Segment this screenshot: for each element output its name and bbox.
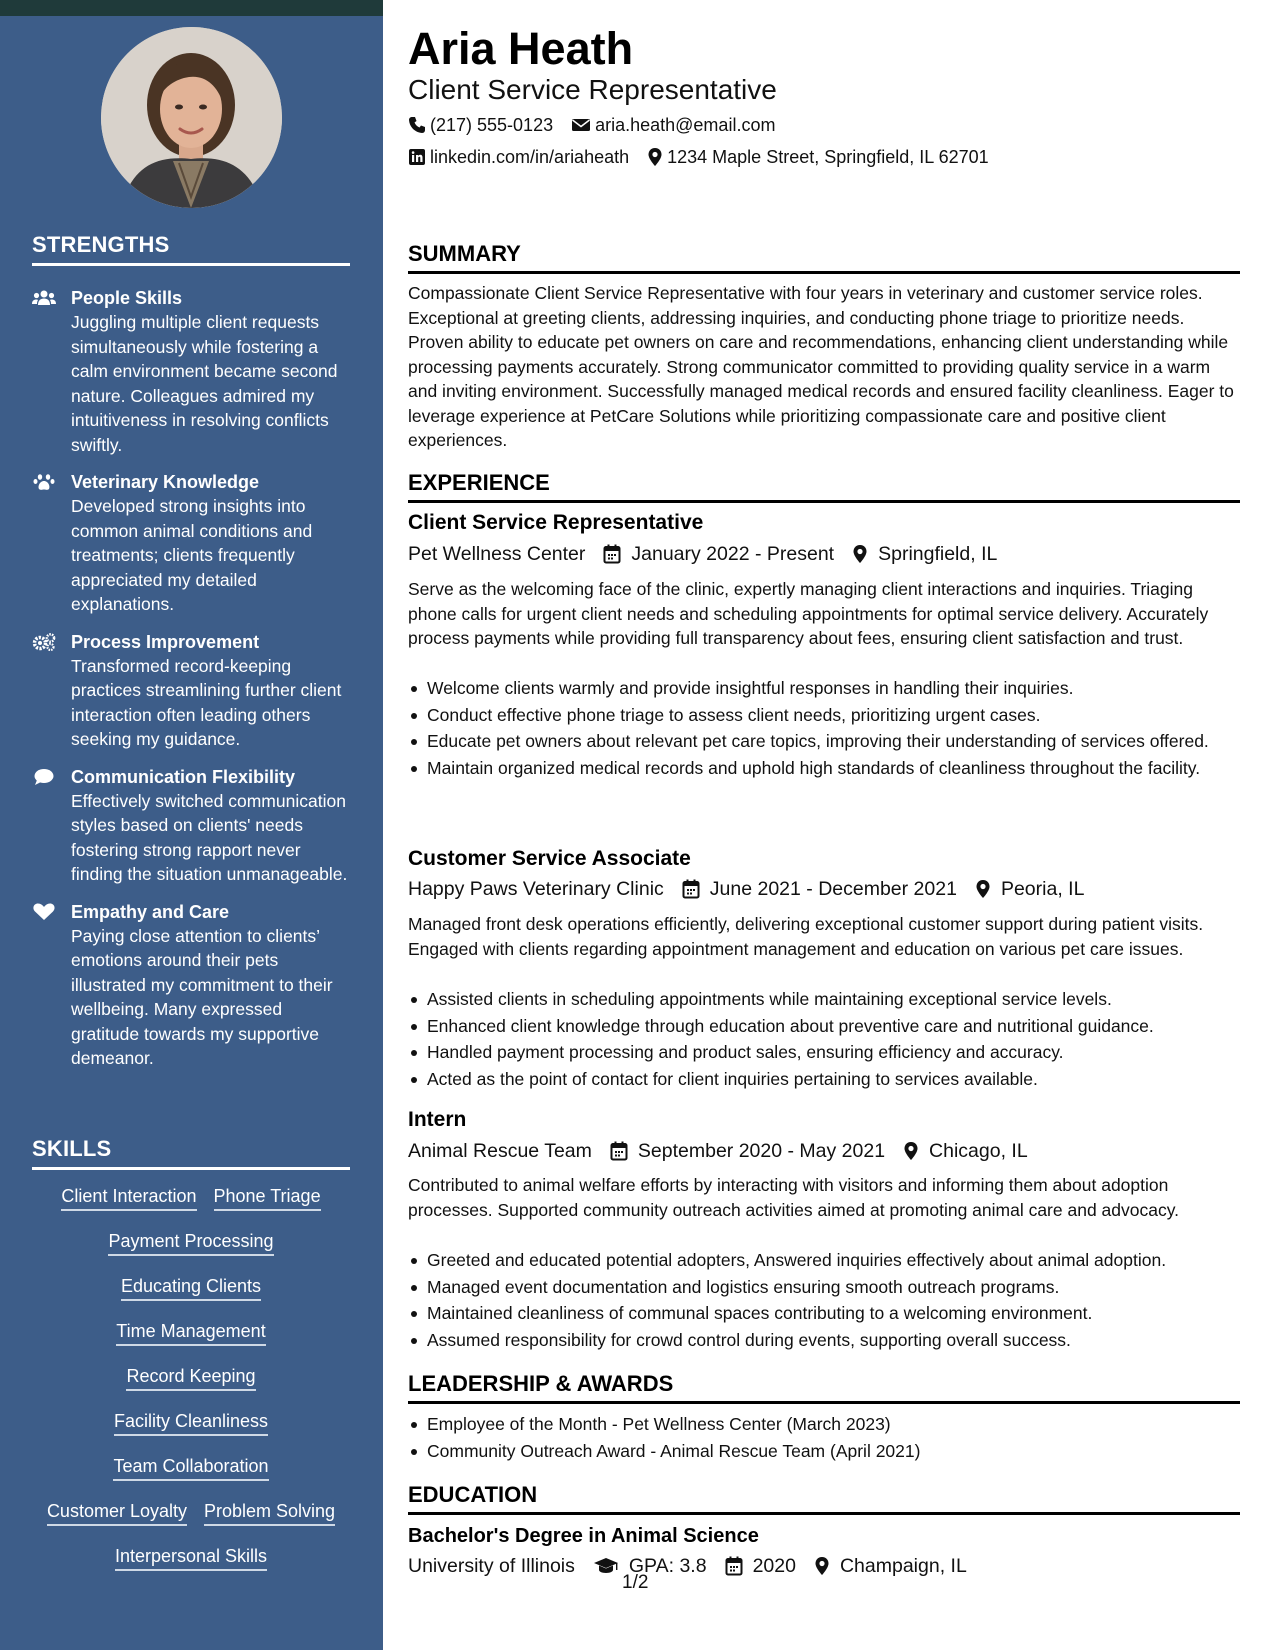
- strength-title: People Skills: [71, 288, 183, 308]
- strength-description: Juggling multiple client requests simultaneously while fostering a calm environment became second nature. Colleagues admired my intuitiveness in resolving conflicts swiftly.: [71, 312, 338, 455]
- sidebar: [0, 0, 383, 1650]
- strengths-heading: STRENGTHS: [32, 232, 350, 266]
- list-item: Educate pet owners about relevant pet care topics, improving their understanding of services offered.: [408, 729, 1240, 754]
- strength-item: [32, 470, 350, 617]
- job-description: Serve as the welcoming face of the clinic, expertly managing client interactions and inquiries. Triaging phone calls for urgent client needs and scheduling appointments for optimal service delivery. Accurately process payments while providing full transparency about fees, ensuring client satisfaction and trust.: [408, 579, 1209, 648]
- education-location: Champaign, IL: [839, 1555, 967, 1577]
- skill-tag: Customer Loyalty: [47, 1499, 187, 1526]
- address-text: 1234 Maple Street, Springfield, IL 62701: [667, 147, 989, 167]
- list-item: Maintain organized medical records and uphold high standards of cleanliness throughout the facility.: [408, 756, 1240, 781]
- address-contact: [647, 145, 989, 169]
- candidate-title: Client Service Representative: [408, 74, 777, 105]
- strength-description: Paying close attention to clients’ emotions around their pets illustrated my commitment to their wellbeing. Many expressed gratitude towards my supportive demeanor.: [71, 925, 333, 1068]
- job-title: Intern: [408, 1108, 467, 1131]
- contact-line: [408, 113, 793, 137]
- skill-tag: Interpersonal Skills: [115, 1544, 267, 1571]
- calendar-icon: [682, 879, 700, 899]
- page-number: 1/2: [622, 1572, 649, 1593]
- list-item: Managed event documentation and logistics ensuring smooth outreach programs.: [408, 1275, 1240, 1300]
- list-item: Acted as the point of contact for client inquiries pertaining to services available.: [408, 1067, 1240, 1092]
- strength-description: Developed strong insights into common animal conditions and treatments; clients frequently appreciated my detailed explanations.: [71, 496, 313, 614]
- job-location: Springfield, IL: [878, 543, 998, 565]
- envelope-icon: [571, 117, 591, 133]
- skill-tag: Time Management: [116, 1319, 265, 1346]
- awards-heading: LEADERSHIP & AWARDS: [408, 1370, 1240, 1404]
- email-text: aria.heath@email.com: [595, 115, 776, 135]
- job-dates: January 2022 - Present: [631, 543, 835, 565]
- location-pin-icon: [852, 544, 868, 564]
- job-bullets: [408, 676, 1240, 782]
- job-company: Animal Rescue Team: [408, 1140, 592, 1162]
- job-location: Chicago, IL: [929, 1140, 1028, 1162]
- skill-tag: Facility Cleanliness: [114, 1409, 268, 1436]
- strength-item: [32, 900, 350, 1071]
- graduation-cap-icon: [593, 1557, 619, 1575]
- list-item: Community Outreach Award - Animal Rescue Team (April 2021): [408, 1439, 1240, 1464]
- education-heading: EDUCATION: [408, 1481, 1240, 1515]
- skill-tag: Client Interaction: [61, 1184, 196, 1211]
- people-icon: [32, 289, 56, 307]
- graduation-year: 2020: [752, 1555, 796, 1577]
- job-company: Happy Paws Veterinary Clinic: [408, 878, 664, 900]
- strengths-list: [32, 286, 350, 1084]
- experience-heading: EXPERIENCE: [408, 469, 1240, 503]
- job-title: Client Service Representative: [408, 511, 704, 534]
- linkedin-icon: [408, 148, 426, 166]
- list-item: Conduct effective phone triage to assess client needs, prioritizing urgent cases.: [408, 703, 1240, 728]
- job-title: Customer Service Associate: [408, 847, 691, 870]
- skills-heading: SKILLS: [32, 1136, 350, 1170]
- job-description: Contributed to animal welfare efforts by interacting with visitors and informing them about adoption processes. Supported community outreach activities aimed at promoting animal care and advocacy.: [408, 1175, 1180, 1220]
- skill-tag: Team Collaboration: [113, 1454, 268, 1481]
- strength-title: Empathy and Care: [71, 901, 230, 922]
- chat-bubble-icon: [32, 768, 56, 786]
- list-item: Enhanced client knowledge through education about preventive care and nutritional guidance.: [408, 1014, 1240, 1039]
- strength-item: [32, 765, 350, 887]
- school-name: University of Illinois: [408, 1555, 575, 1577]
- linkedin-text: linkedin.com/in/ariaheath: [430, 147, 630, 167]
- strength-title: Process Improvement: [71, 631, 260, 652]
- skill-tag: Problem Solving: [204, 1499, 335, 1526]
- phone-icon: [408, 116, 426, 134]
- gears-icon: [32, 633, 56, 651]
- calendar-icon: [610, 1141, 628, 1161]
- linkedin-contact[interactable]: [408, 145, 629, 169]
- list-item: Employee of the Month - Pet Wellness Center (March 2023): [408, 1412, 1240, 1437]
- strength-item: [32, 286, 350, 457]
- skills-list: [30, 1184, 352, 1589]
- list-item: Welcome clients warmly and provide insightful responses in handling their inquiries.: [408, 676, 1240, 701]
- strength-description: Effectively switched communication styles based on clients' needs fostering strong rapport never finding the situation unmanageable.: [71, 790, 348, 884]
- job-location: Peoria, IL: [1000, 878, 1085, 900]
- awards-list: [408, 1412, 1240, 1465]
- calendar-icon: [603, 544, 621, 564]
- skill-tag: Record Keeping: [126, 1364, 255, 1391]
- job-dates: June 2021 - December 2021: [709, 878, 957, 900]
- paw-icon: [32, 473, 56, 491]
- job-bullets: [408, 1248, 1240, 1354]
- location-pin-icon: [975, 879, 991, 899]
- skill-tag: Educating Clients: [121, 1274, 261, 1301]
- sidebar-top-bar: [0, 0, 383, 16]
- calendar-icon: [725, 1556, 743, 1576]
- list-item: Handled payment processing and product sales, ensuring efficiency and accuracy.: [408, 1040, 1240, 1065]
- strength-description: Transformed record-keeping practices streamlining further client interaction often leading others seeking my guidance.: [71, 655, 342, 749]
- job-company: Pet Wellness Center: [408, 543, 586, 565]
- location-pin-icon: [814, 1556, 830, 1576]
- summary-text: Compassionate Client Service Representative with four years in veterinary and customer service roles. Exceptional at greeting clients, addressing inquiries, and conducting phone triage to prioritize needs. Proven ability to educate pet owners on care and recommendations, enhancing client understanding while processing payments accurately. Strong communicator committed to providing quality service in a warm and inviting environment. Successfully managed medical records and ensured facility cleanliness. Eager to leverage experience at PetCare Solutions while prioritizing compassionate care and positive client experiences.: [408, 283, 1234, 450]
- gpa-text: GPA: 3.8: [628, 1555, 707, 1577]
- job-meta: [408, 541, 1015, 567]
- candidate-name: Aria Heath: [408, 23, 634, 74]
- skill-tag: Payment Processing: [108, 1229, 273, 1256]
- phone-text: (217) 555-0123: [430, 115, 554, 135]
- list-item: Maintained cleanliness of communal spaces contributing to a welcoming environment.: [408, 1301, 1240, 1326]
- phone-contact[interactable]: [408, 113, 553, 137]
- list-item: Assumed responsibility for crowd control during events, supporting overall success.: [408, 1328, 1240, 1353]
- job-meta: [408, 1138, 1046, 1164]
- skill-tag: Phone Triage: [214, 1184, 321, 1211]
- location-pin-icon: [903, 1141, 919, 1161]
- profile-photo: [101, 27, 282, 208]
- job-bullets: [408, 987, 1240, 1093]
- strength-item: [32, 630, 350, 752]
- job-meta: [408, 876, 1102, 902]
- education-meta: [408, 1553, 985, 1579]
- degree-title: Bachelor's Degree in Animal Science: [408, 1525, 759, 1547]
- strength-title: Veterinary Knowledge: [71, 472, 260, 492]
- summary-heading: SUMMARY: [408, 240, 1240, 274]
- job-dates: September 2020 - May 2021: [637, 1140, 886, 1162]
- job-description: Managed front desk operations efficiently, delivering exceptional customer support during patient visits. Engaged with clients regarding appointment management and education on various pet care issues.: [408, 914, 1204, 959]
- email-contact[interactable]: [571, 113, 775, 137]
- list-item: Assisted clients in scheduling appointments while maintaining exceptional service levels.: [408, 987, 1240, 1012]
- heart-icon: [32, 903, 56, 921]
- list-item: Greeted and educated potential adopters, Answered inquiries effectively about animal adoption.: [408, 1248, 1240, 1273]
- contact-line: [408, 145, 1007, 169]
- location-pin-icon: [647, 147, 663, 167]
- strength-title: Communication Flexibility: [71, 766, 296, 787]
